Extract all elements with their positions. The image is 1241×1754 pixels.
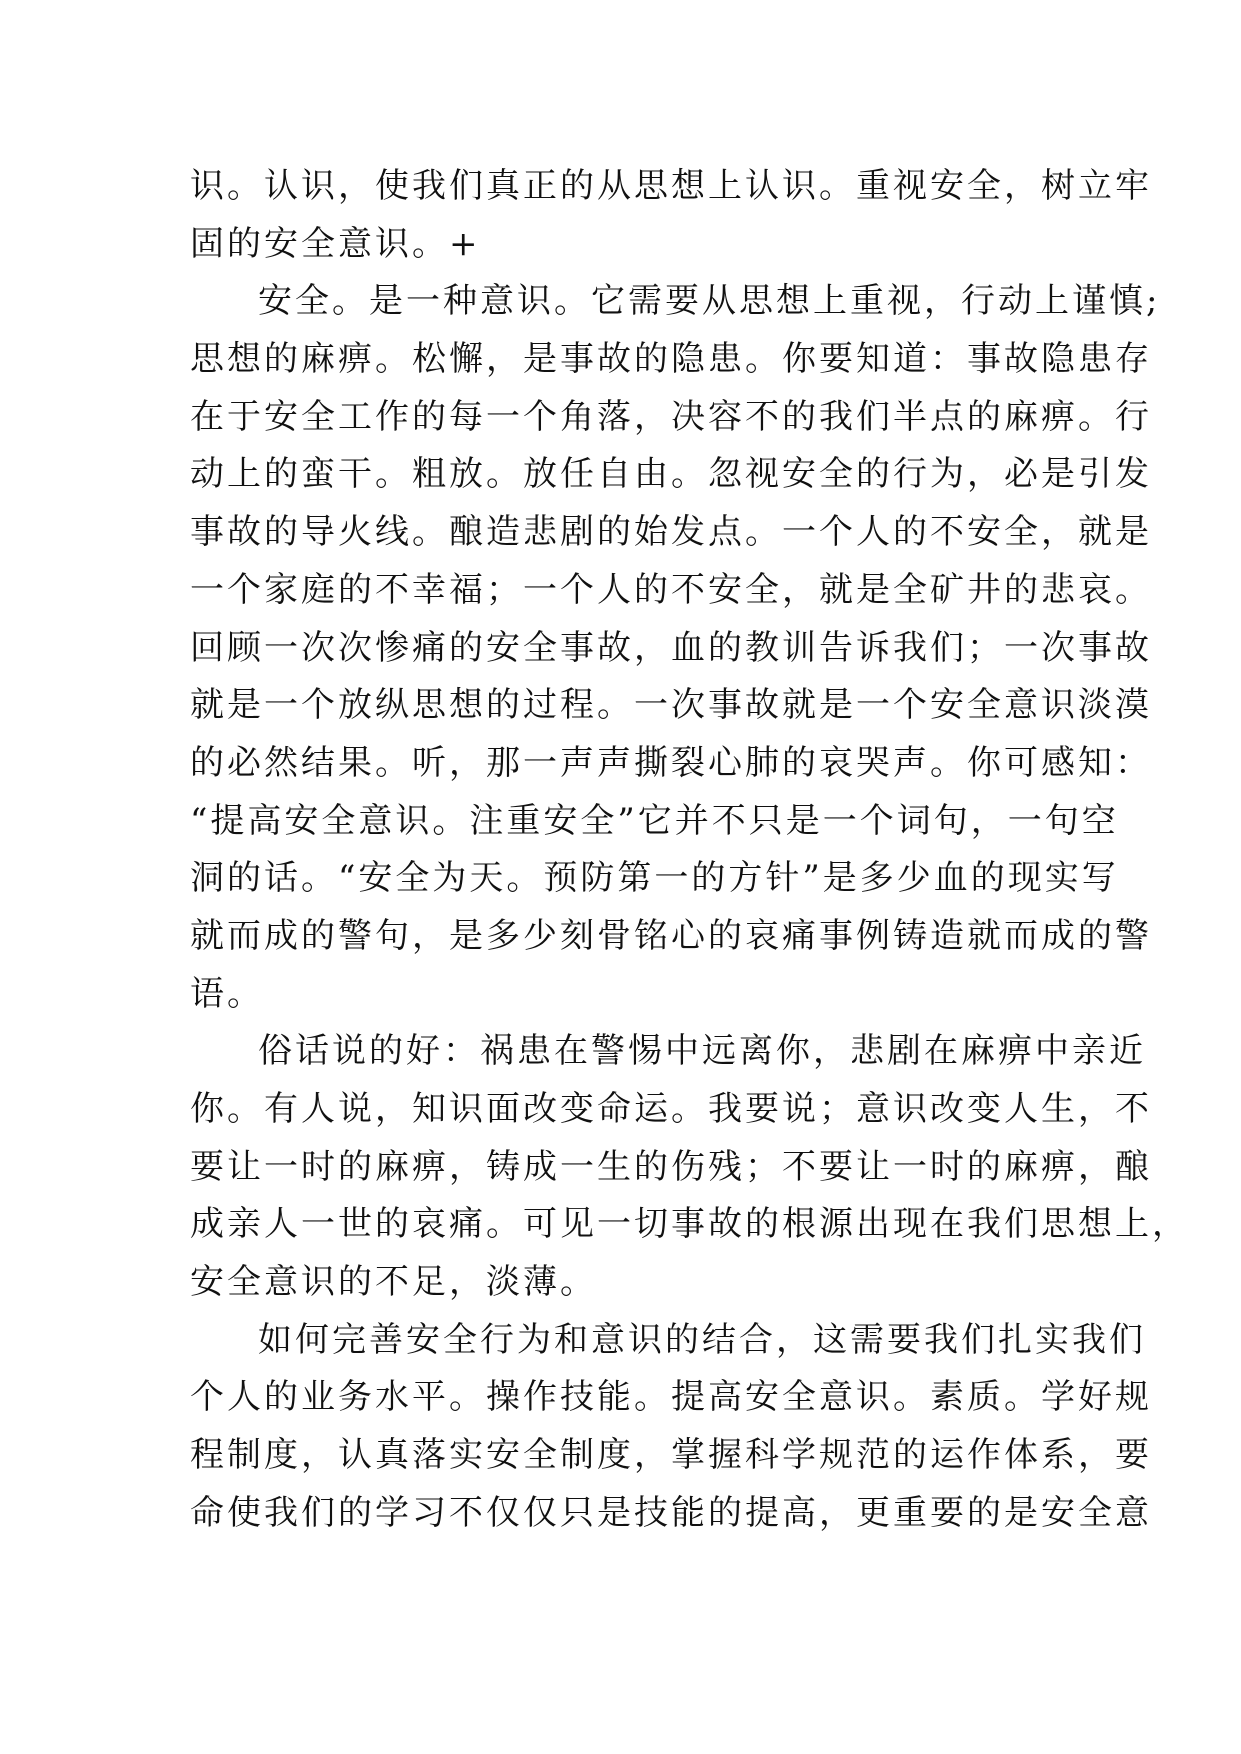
text-line: 安全意识的不足，淡薄。 (190, 1262, 597, 1303)
body-text (190, 158, 1189, 1543)
text-line: 要让一时的麻痹，铸成一生的伤残；不要让一时的麻痹，酿 (190, 1146, 1152, 1187)
text-line: 一个家庭的不幸福；一个人的不安全，就是全矿井的悲哀。 (190, 569, 1152, 610)
text-line: 你。有人说，知识面改变命运。我要说；意识改变人生，不 (190, 1089, 1152, 1129)
text-line: 程制度，认真落实安全制度，掌握科学规范的运作体系，要 (190, 1435, 1152, 1476)
text-line: 回顾一次次惨痛的安全事故，血的教训告诉我们；一次事故 (190, 627, 1152, 668)
text-line: 事故的导火线。酿造悲剧的始发点。一个人的不安全，就是 (190, 512, 1152, 553)
paragraph-start-line: 俗话说的好：祸患在警惕中远离你，悲剧在麻痹中亲近 (258, 1031, 1146, 1072)
paragraph-start-line: 安全。是一种意识。它需要从思想上重视，行动上谨慎; (258, 281, 1161, 322)
text-line: 命使我们的学习不仅仅只是技能的提高，更重要的是安全意 (190, 1492, 1152, 1533)
text-line: 动上的蛮干。粗放。放任自由。忽视安全的行为，必是引发 (190, 454, 1152, 495)
text-line: 思想的麻痹。松懈，是事故的隐患。你要知道：事故隐患存 (190, 339, 1152, 380)
text-line: 个人的业务水平。操作技能。提高安全意识。素质。学好规 (190, 1377, 1152, 1418)
text-line: 的必然结果。听，那一声声撕裂心肺的哀哭声。你可感知： (190, 742, 1152, 783)
text-line: 就是一个放纵思想的过程。一次事故就是一个安全意识淡漠 (190, 685, 1152, 726)
text-line: 就而成的警句，是多少刻骨铭心的哀痛事例铸造就而成的警 (190, 915, 1152, 956)
text-line: 固的安全意识。+ (190, 223, 481, 264)
text-line: 语。 (190, 973, 264, 1014)
paragraph-start-line: 如何完善安全行为和意识的结合，这需要我们扎实我们 (258, 1319, 1146, 1360)
text-line: 洞的话。“安全为天。预防第一的方针”是多少血的现实写 (190, 858, 1119, 899)
text-line: 识。认识，使我们真正的从思想上认识。重视安全，树立牢 (190, 166, 1152, 206)
text-line: 在于安全工作的每一个角落，决容不的我们半点的麻痹。行 (190, 396, 1152, 437)
text-line: 成亲人一世的哀痛。可见一切事故的根源出现在我们思想上， (190, 1204, 1189, 1245)
text-line: “提高安全意识。注重安全”它并不只是一个词句，一句空 (190, 800, 1119, 841)
